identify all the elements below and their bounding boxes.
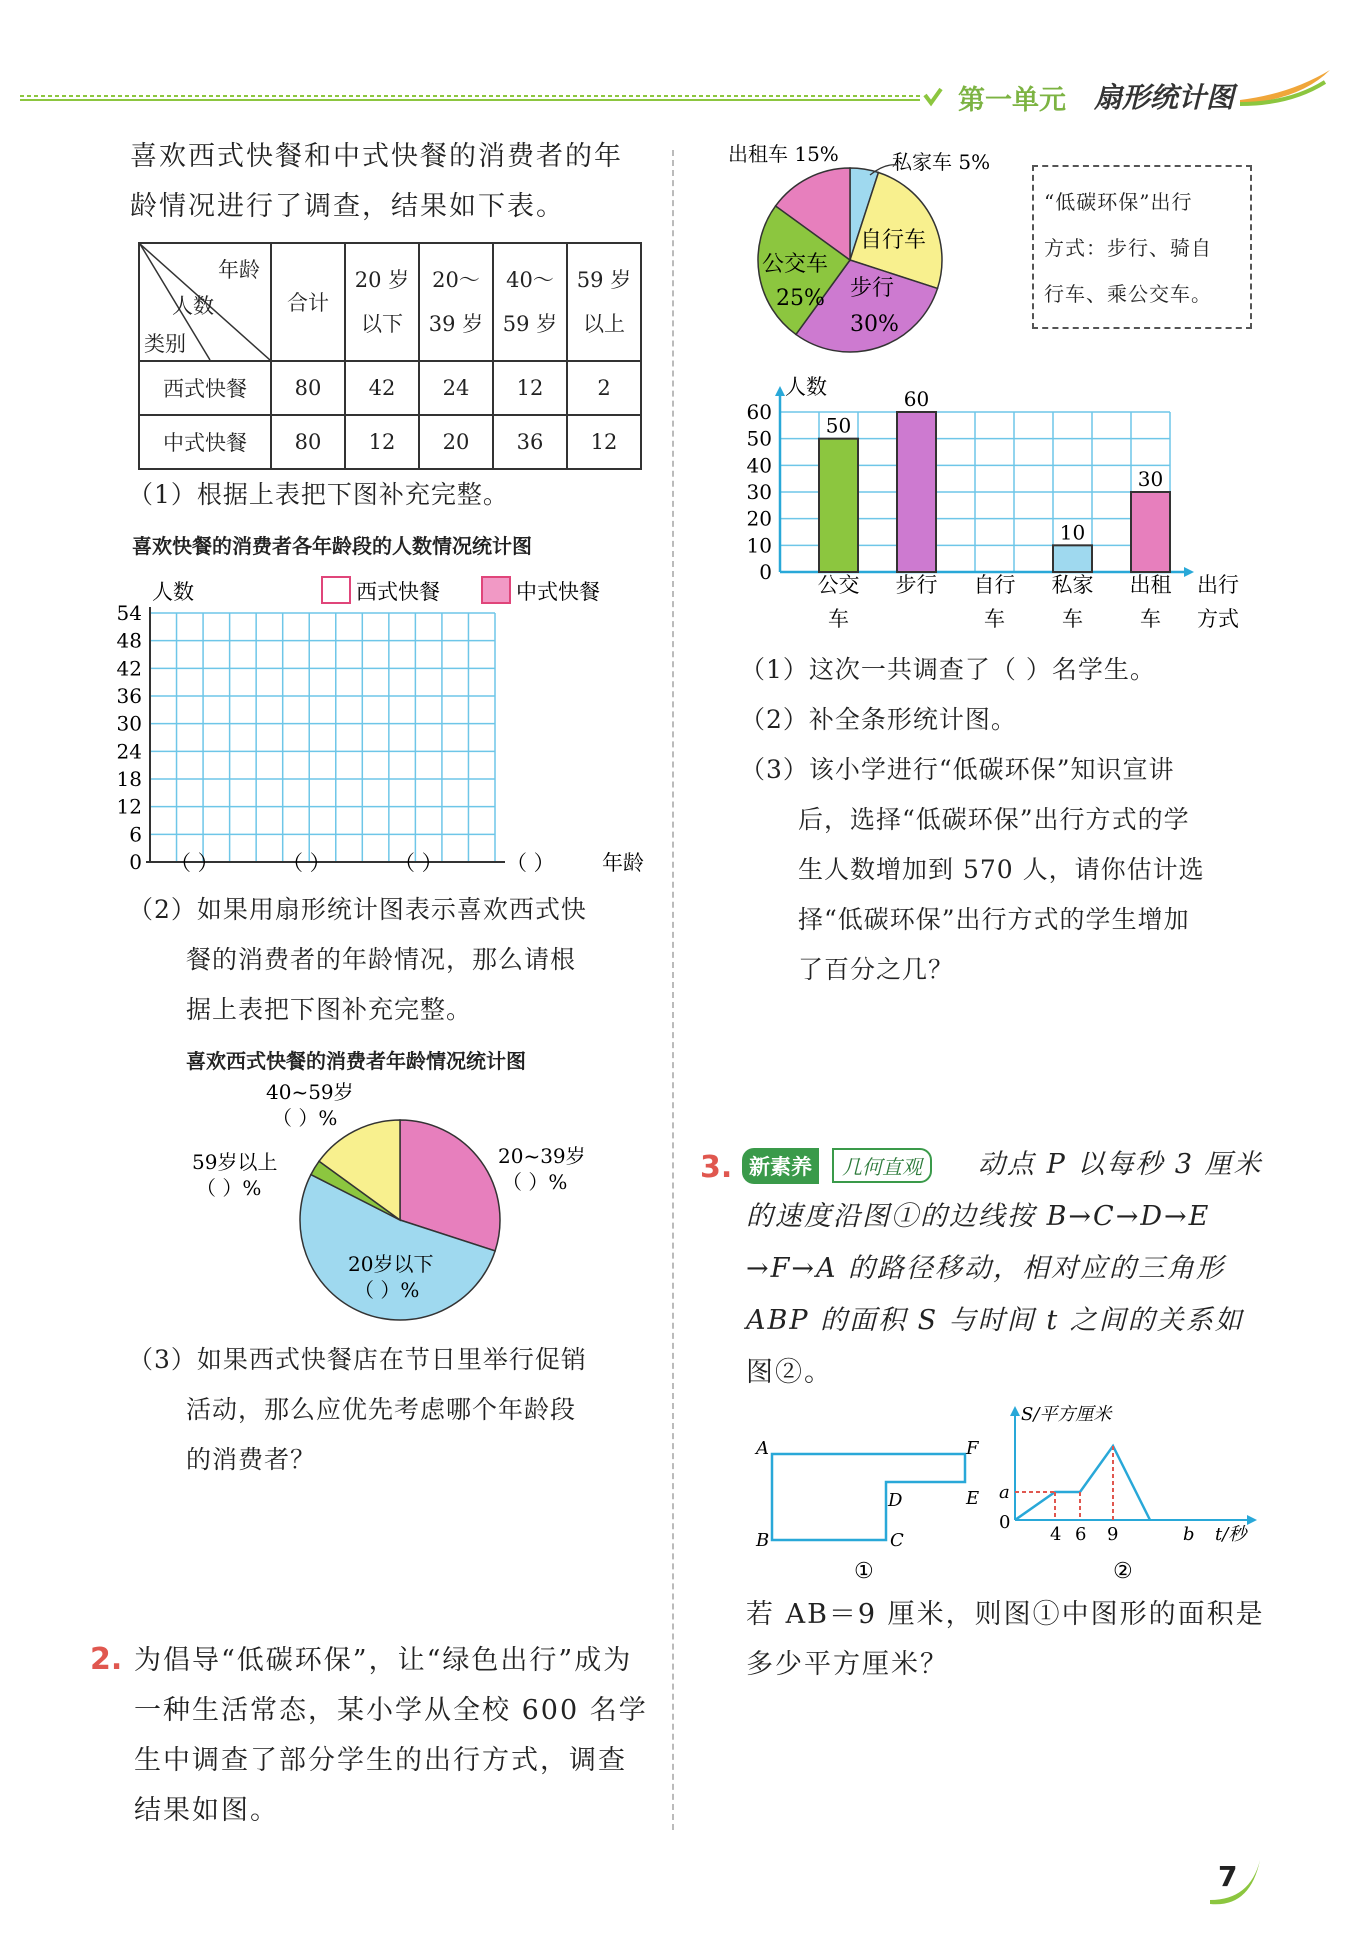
q2-part3-line5: 了百分之几？ <box>798 955 955 984</box>
grid-ytick-label: 42 <box>116 656 142 681</box>
pie-label-bike: 自行车 <box>860 228 927 253</box>
q1-intro-line2: 龄情况进行了调查，结果如下表。 <box>130 191 565 222</box>
figure-1-caption: ① <box>854 1559 874 1584</box>
table-cell: 20 <box>419 415 493 469</box>
q2-part3-line4: 择“低碳环保”出行方式的学生增加 <box>798 905 1190 934</box>
table-header-20-39: 20～ 39 岁 <box>419 243 493 361</box>
figure-1-shape <box>750 1420 1000 1590</box>
q3-text-line5: 图②。 <box>746 1357 833 1388</box>
survey-table <box>138 242 642 470</box>
row-label: 西式快餐 <box>139 361 271 415</box>
q2-part3-line2: 后，选择“低碳环保”出行方式的学 <box>798 805 1190 834</box>
fig2-t9: 9 <box>1107 1524 1119 1545</box>
grid-chart-title: 喜欢快餐的消费者各年龄段的人数情况统计图 <box>132 534 532 558</box>
grid-ylabel: 人数 <box>152 580 194 604</box>
pie-label-bus: 公交车 <box>762 252 829 277</box>
badge-new-literacy: 新素养 <box>742 1148 819 1184</box>
q3-text-line4: ABP 的面积 S 与时间 t 之间的关系如 <box>746 1305 1244 1336</box>
point-b: B <box>756 1530 770 1551</box>
legend-west-label: 西式快餐 <box>356 580 440 604</box>
column-divider <box>672 150 674 1830</box>
table-corner <box>139 243 271 361</box>
grid-ytick-label: 30 <box>116 711 142 736</box>
pie-label-20-39: 20~39岁 <box>498 1144 586 1168</box>
legend-chinese-swatch <box>482 577 510 603</box>
figure-2-graph <box>995 1400 1265 1590</box>
age-blank: （ ） <box>170 851 219 875</box>
table-header-40-59: 40～ 59 岁 <box>493 243 567 361</box>
q1-part2-line2: 餐的消费者的年龄情况，那么请根 <box>186 945 577 974</box>
table-cell: 12 <box>493 361 567 415</box>
pie-pct-walk: 30% <box>850 312 899 337</box>
table-cell: 80 <box>271 415 345 469</box>
q1-part2-line1: （2）如果用扇形统计图表示喜欢西式快 <box>128 895 587 924</box>
table-cell: 2 <box>567 361 641 415</box>
blank-grid-chart <box>110 565 670 885</box>
bar-value-label: 50 <box>825 413 852 438</box>
check-icon <box>925 89 941 103</box>
grid-ytick-label: 0 <box>129 850 142 874</box>
bar-category-label: 车 <box>984 607 1005 631</box>
q1-part1: （1）根据上表把下图补充完整。 <box>128 480 509 509</box>
legend-chinese-label: 中式快餐 <box>516 580 600 604</box>
point-a: A <box>756 1438 769 1459</box>
table-row <box>139 361 641 415</box>
bar-ytick-label: 60 <box>746 400 772 424</box>
bar-ytick-label: 10 <box>746 533 772 558</box>
row-label: 中式快餐 <box>139 415 271 469</box>
table-cell: 36 <box>493 415 567 469</box>
grid-ytick-label: 36 <box>116 684 142 708</box>
bar-category-label: 车 <box>1062 607 1083 631</box>
pie-pct-20-39: （ ）% <box>502 1170 568 1194</box>
low-carbon-note <box>1032 165 1252 329</box>
pie-label-private: 私家车 5% <box>892 150 991 174</box>
corner-count: 人数 <box>172 294 214 318</box>
figure-2-caption: ② <box>1113 1559 1133 1584</box>
figure-1-outline <box>772 1454 965 1540</box>
q3-question-line2: 多少平方厘米？ <box>746 1649 949 1680</box>
bar-ylabel: 人数 <box>785 375 827 399</box>
pie-pct-over59: （ ）% <box>196 1176 262 1200</box>
q1-part3-line3: 的消费者？ <box>186 1445 317 1474</box>
q3-number: 3. <box>700 1150 733 1185</box>
bar-category-label: 车 <box>1140 607 1161 631</box>
bar-category-label: 私家 <box>1051 573 1094 597</box>
age-blank: （ ） <box>394 851 443 875</box>
note-line2: 方式：步行、骑自 <box>1044 236 1212 260</box>
q1-part3-line1: （3）如果西式快餐店在节日里举行促销 <box>128 1345 587 1374</box>
bar-value-label: 60 <box>903 387 930 411</box>
point-d: D <box>888 1490 903 1511</box>
point-e: E <box>966 1488 980 1509</box>
grid-ytick-label: 54 <box>116 601 142 625</box>
bar-value-label: 10 <box>1059 520 1086 545</box>
table-cell: 12 <box>567 415 641 469</box>
west-fastfood-pie <box>180 1075 660 1335</box>
bar-0 <box>819 439 858 572</box>
q2-text-line3: 生中调查了部分学生的出行方式，调查 <box>134 1745 627 1776</box>
bar-value-label: 30 <box>1137 467 1164 491</box>
table-cell: 24 <box>419 361 493 415</box>
q1-intro-line1: 喜欢西式快餐和中式快餐的消费者的年 <box>130 141 623 172</box>
grid-ytick-label: 48 <box>116 628 142 653</box>
fig2-xlabel: t/秒 <box>1215 1524 1247 1545</box>
q2-part3-line1: （3）该小学进行“低碳环保”知识宣讲 <box>740 755 1175 784</box>
grid-ytick-label: 12 <box>116 794 142 819</box>
grid-ytick-label: 6 <box>129 822 142 847</box>
age-blank: （ ） <box>506 851 555 875</box>
bar-ytick-label: 40 <box>746 453 772 478</box>
age-blank: （ ） <box>282 851 331 875</box>
bar-1 <box>897 412 936 572</box>
q2-part2: （2）补全条形统计图。 <box>740 705 1017 734</box>
q3-text-line1: 动点 P 以每秒 3 厘米 <box>978 1149 1263 1180</box>
bar-ytick-label: 50 <box>746 426 772 451</box>
pie-chart-title: 喜欢西式快餐的消费者年龄情况统计图 <box>186 1049 526 1073</box>
fig2-ylabel: S/平方厘米 <box>1021 1404 1112 1425</box>
q3-text-line3: →F→A 的路径移动，相对应的三角形 <box>746 1253 1226 1284</box>
bar-category-label: 自行 <box>973 573 1016 597</box>
page-corner-decoration <box>1200 1850 1270 1910</box>
corner-age: 年龄 <box>218 258 260 282</box>
pie-label-over59: 59岁以上 <box>192 1150 278 1174</box>
pie-label-40-59: 40~59岁 <box>266 1080 354 1104</box>
pie-pct-40-59: （ ）% <box>272 1106 338 1130</box>
q2-number: 2. <box>90 1642 123 1677</box>
bar-category-label: 步行 <box>895 573 938 597</box>
point-c: C <box>890 1530 904 1551</box>
q1-part2-line3: 据上表把下图补充完整。 <box>186 995 473 1024</box>
bar-ytick-label: 0 <box>759 560 772 584</box>
q1-part3-line2: 活动，那么应优先考虑哪个年龄段 <box>186 1395 577 1424</box>
pie-label-walk: 步行 <box>850 276 895 301</box>
table-row <box>139 415 641 469</box>
legend-west-swatch <box>322 577 350 603</box>
pie-pct-bus: 25% <box>776 286 825 311</box>
corner-category: 类别 <box>144 332 186 356</box>
travel-mode-bar-chart <box>735 370 1265 640</box>
note-line1: “低碳环保”出行 <box>1044 190 1193 214</box>
fig2-b: b <box>1183 1524 1195 1545</box>
pie-label-under20: 20岁以下 <box>348 1252 434 1276</box>
bar-ytick-label: 30 <box>746 480 772 504</box>
bar-category-label: 公交 <box>817 573 860 597</box>
q2-part1: （1）这次一共调查了（ ）名学生。 <box>740 655 1156 684</box>
bar-category-label: 车 <box>828 607 849 631</box>
bar-category-label: 出租 <box>1129 573 1172 597</box>
q3-text-line2: 的速度沿图①的边线按 B→C→D→E <box>746 1201 1211 1232</box>
header-unit: 第一单元 <box>958 85 1066 116</box>
q2-text-line2: 一种生活常态，某小学从全校 600 名学 <box>134 1695 648 1726</box>
table-header-over59: 59 岁 以上 <box>567 243 641 361</box>
fig2-t4: 4 <box>1050 1524 1062 1545</box>
grid-ytick-label: 24 <box>116 739 142 764</box>
pie-pct-under20: （ ）% <box>354 1278 420 1302</box>
table-header-total: 合计 <box>271 243 345 361</box>
table-cell: 12 <box>345 415 419 469</box>
badge-geometry: 几何直观 <box>832 1148 932 1183</box>
point-f: F <box>966 1438 979 1459</box>
bar-xlabel-line1: 出行 <box>1197 573 1239 597</box>
pie-label-taxi: 出租车 15% <box>728 142 839 166</box>
bar-4 <box>1131 492 1170 572</box>
bar-ytick-label: 20 <box>746 506 772 531</box>
bar-3 <box>1053 545 1092 572</box>
q3-question-line1: 若 AB＝9 厘米，则图①中图形的面积是 <box>746 1599 1265 1630</box>
travel-mode-pie <box>720 135 1040 365</box>
table-header-under20: 20 岁 以下 <box>345 243 419 361</box>
fig2-origin: 0 <box>999 1512 1011 1533</box>
table-cell: 42 <box>345 361 419 415</box>
grid-xlabel: 年龄 <box>602 851 644 875</box>
grid-ytick-label: 18 <box>116 767 142 791</box>
header-topic: 扇形统计图 <box>1094 81 1235 114</box>
area-time-graph <box>1015 1446 1150 1520</box>
page-number: 7 <box>1218 1860 1238 1893</box>
fig2-a: a <box>999 1482 1010 1503</box>
note-line3: 行车、乘公交车。 <box>1044 282 1212 306</box>
table-cell: 80 <box>271 361 345 415</box>
bar-xlabel-line2: 方式 <box>1197 607 1239 631</box>
q2-part3-line3: 生人数增加到 570 人，请你估计选 <box>798 855 1205 884</box>
q2-text-line1: 为倡导“低碳环保”，让“绿色出行”成为 <box>134 1645 633 1676</box>
fig2-t6: 6 <box>1075 1524 1087 1545</box>
q2-text-line4: 结果如图。 <box>134 1795 279 1826</box>
